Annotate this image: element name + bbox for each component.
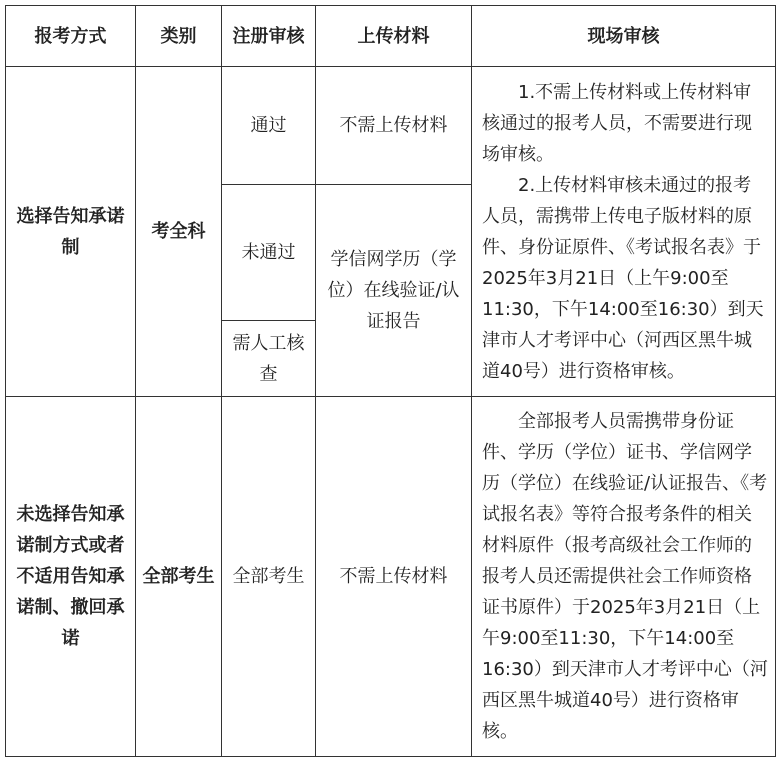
review-all: 全部考生 [222, 397, 316, 757]
category-all: 全部考生 [136, 397, 222, 757]
table-row [6, 67, 776, 185]
registration-table [5, 5, 776, 757]
category-full: 考全科 [136, 67, 222, 397]
onsite-paragraph-2: 2.上传材料审核未通过的报考人员，需携带上传电子版材料的原件、身份证原件、《考试报名表》于2025年3月21日（上午9:00至11:30，下午14:00至16:30）到天津市人才考评中心（河西区黑牛城道40号）进行资格审核。 [482, 174, 764, 382]
method-no-commitment: 未选择告知承诺制方式或者不适用告知承诺制、撤回承诺 [6, 397, 136, 757]
header-row [6, 6, 776, 67]
onsite-paragraph-3: 全部报考人员需携带身份证件、学历（学位）证书、学信网学历（学位）在线验证/认证报告、《考试报名表》等符合报考条件的相关材料原件（报考高级社会工作师的报考人员还需提供社会工作师资格证书原件）于2025年3月21日（上午9:00至11:30，下午14:00至16:30）到天津市人才考评中心（河西区黑牛城道40号）进行资格审核。 [482, 411, 768, 742]
review-pass: 通过 [222, 67, 316, 185]
onsite-all [472, 397, 776, 757]
upload-none-2: 不需上传材料 [316, 397, 472, 757]
table-row [6, 397, 776, 757]
upload-xuexin-report: 学信网学历（学位）在线验证/认证报告 [316, 185, 472, 397]
review-fail: 未通过 [222, 185, 316, 321]
upload-none: 不需上传材料 [316, 67, 472, 185]
method-commitment: 选择告知承诺制 [6, 67, 136, 397]
header-review: 注册审核 [222, 6, 316, 67]
header-upload: 上传材料 [316, 6, 472, 67]
header-onsite: 现场审核 [472, 6, 776, 67]
header-method: 报考方式 [6, 6, 136, 67]
onsite-commitment [472, 67, 776, 397]
onsite-paragraph-1: 1.不需上传材料或上传材料审核通过的报考人员，不需要进行现场审核。 [482, 81, 752, 165]
header-category: 类别 [136, 6, 222, 67]
review-manual: 需人工核查 [222, 321, 316, 397]
